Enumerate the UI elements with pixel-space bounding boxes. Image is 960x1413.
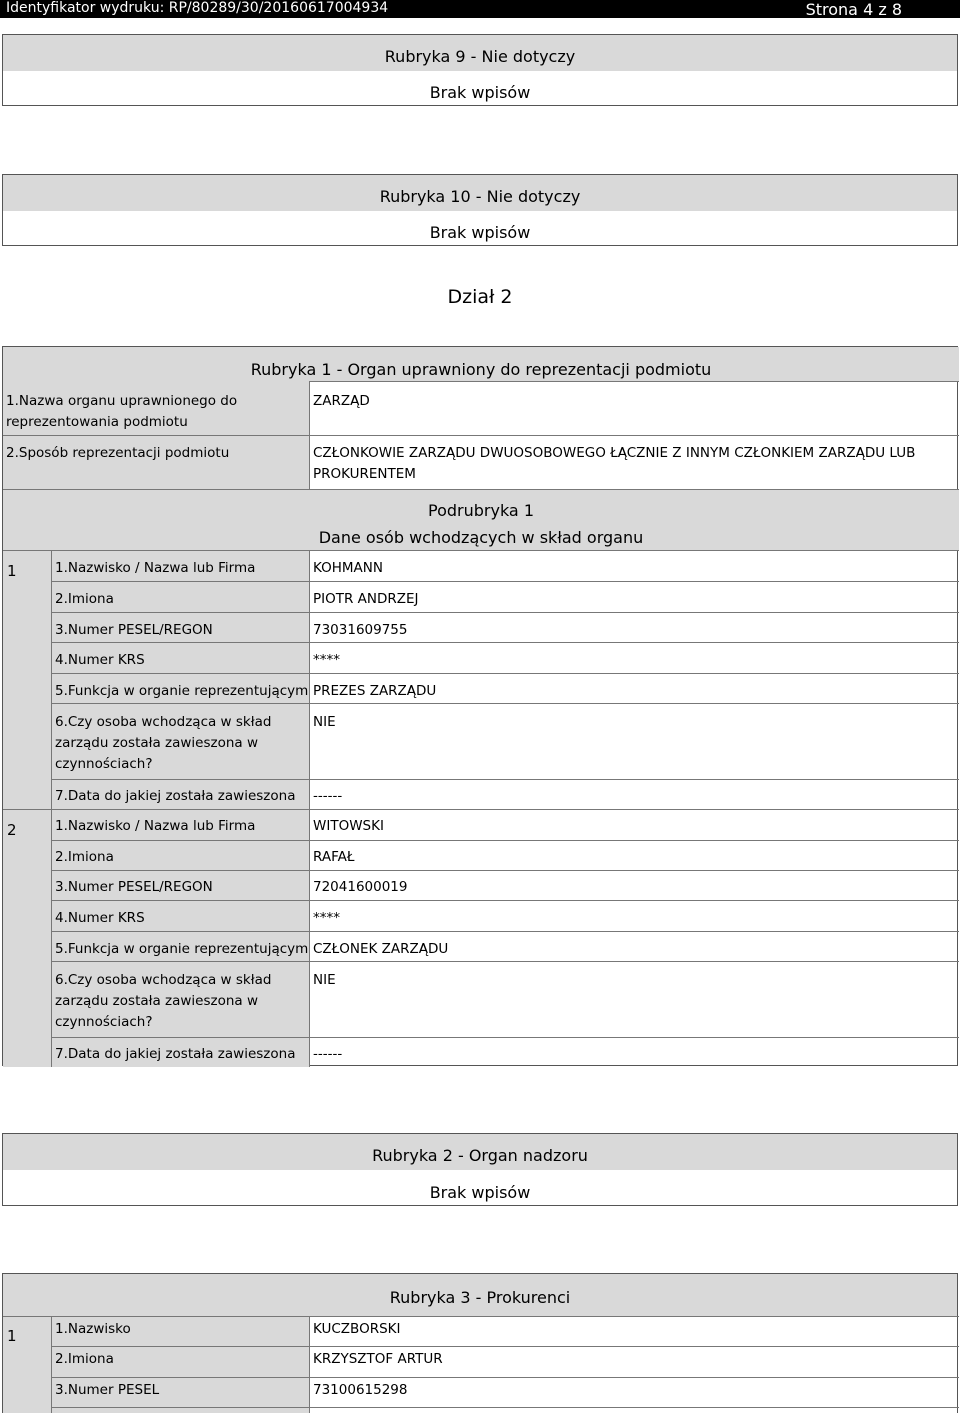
krs-label: 4.Numer KRS: [55, 910, 145, 926]
function-label: 5.Funkcja w organie reprezentującym: [55, 683, 309, 699]
person-2-function: CZŁONEK ZARZĄDU: [313, 941, 449, 957]
person-1-suspended: NIE: [313, 714, 336, 730]
representation-value: [313, 443, 915, 485]
suspended-label: [55, 970, 271, 1033]
surname-label: 1.Nazwisko / Nazwa lub Firma: [55, 818, 256, 834]
person-1-number: 1: [7, 562, 17, 580]
person-2-names: RAFAŁ: [313, 849, 355, 865]
person-2-suspended: NIE: [313, 972, 336, 988]
organ-section: [2, 346, 958, 1066]
suspended-date-label: 7.Data do jakiej została zawieszona: [55, 788, 296, 804]
names-label: 2.Imiona: [55, 591, 114, 607]
organ-name-label-line2: reprezentowania podmiotu: [6, 414, 188, 430]
person-1-suspended-date: ------: [313, 788, 343, 804]
suspended-date-label: 7.Data do jakiej została zawieszona: [55, 1046, 296, 1062]
organ-name-value: ZARZĄD: [313, 393, 370, 409]
page-number: Strona 4 z 8: [805, 0, 902, 19]
organ-name-label-line1: 1.Nazwa organu uprawnionego do: [6, 393, 238, 409]
suspended-label-line2: zarządu została zawieszona w: [55, 735, 259, 751]
subsection-title: Podrubryka 1: [428, 501, 534, 520]
suspended-label-line1: 6.Czy osoba wchodząca w skład: [55, 714, 272, 730]
rubryka-9-section: [2, 34, 958, 106]
person-1-function: PREZES ZARZĄDU: [313, 683, 437, 699]
suspended-label-line1: 6.Czy osoba wchodząca w skład: [55, 972, 272, 988]
prokurent-surname: KUCZBORSKI: [313, 1321, 401, 1337]
subsection-subtitle: Dane osób wchodzących w skład organu: [318, 528, 644, 547]
representation-value-line1: CZŁONKOWIE ZARZĄDU DWUOSOBOWEGO ŁĄCZNIE Z INNYM CZŁONKIEM ZARZĄDU LUB: [313, 445, 916, 461]
pesel-label: 3.Numer PESEL/REGON: [55, 879, 213, 895]
names-label: 2.Imiona: [55, 849, 114, 865]
suspended-label: [55, 712, 271, 775]
rubryka-3-section: [2, 1273, 958, 1413]
krs-label: 4.Numer KRS: [55, 652, 145, 668]
surname-label: 1.Nazwisko / Nazwa lub Firma: [55, 560, 256, 576]
rubryka-2-title: Rubryka 2 - Organ nadzoru: [372, 1146, 588, 1165]
section-title: Dział 2: [447, 286, 513, 308]
person-1-surname: KOHMANN: [313, 560, 383, 576]
rubryka-10-empty: Brak wpisów: [429, 223, 531, 242]
person-2-number: 2: [7, 821, 17, 839]
person-2-pesel: 72041600019: [313, 879, 408, 895]
rubryka-10-title: Rubryka 10 - Nie dotyczy: [379, 187, 581, 206]
person-2-krs: ****: [313, 910, 340, 926]
rubryka-10-section: [2, 174, 958, 246]
prokurent-pesel: 73100615298: [313, 1382, 408, 1398]
organ-title: Rubryka 1 - Organ uprawniony do reprezentacji podmiotu: [250, 360, 712, 379]
person-1-pesel: 73031609755: [313, 622, 408, 638]
prokurent-surname-label: 1.Nazwisko: [55, 1321, 131, 1337]
rubryka-2-empty: Brak wpisów: [429, 1183, 531, 1202]
rubryka-9-empty: Brak wpisów: [429, 83, 531, 102]
representation-value-line2: PROKURENTEM: [313, 466, 416, 482]
rubryka-9-title: Rubryka 9 - Nie dotyczy: [384, 47, 576, 66]
suspended-label-line2: zarządu została zawieszona w: [55, 993, 259, 1009]
person-1-names: PIOTR ANDRZEJ: [313, 591, 419, 607]
rubryka-3-title: Rubryka 3 - Prokurenci: [389, 1288, 571, 1307]
prokurent-names-label: 2.Imiona: [55, 1351, 114, 1367]
function-label: 5.Funkcja w organie reprezentującym: [55, 941, 309, 957]
print-header: [0, 0, 960, 18]
organ-name-label: [6, 391, 237, 433]
print-identifier: Identyfikator wydruku: RP/80289/30/20160617004934: [6, 0, 389, 16]
person-1-krs: ****: [313, 652, 340, 668]
suspended-label-line3: czynnościach?: [55, 756, 153, 772]
prokurent-pesel-label: 3.Numer PESEL: [55, 1382, 160, 1398]
person-2-surname: WITOWSKI: [313, 818, 384, 834]
prokurent-number: 1: [7, 1327, 17, 1345]
suspended-label-line3: czynnościach?: [55, 1014, 153, 1030]
representation-label: 2.Sposób reprezentacji podmiotu: [6, 445, 230, 461]
rubryka-2-section: [2, 1133, 958, 1206]
pesel-label: 3.Numer PESEL/REGON: [55, 622, 213, 638]
prokurent-names: KRZYSZTOF ARTUR: [313, 1351, 443, 1367]
person-2-suspended-date: ------: [313, 1046, 343, 1062]
